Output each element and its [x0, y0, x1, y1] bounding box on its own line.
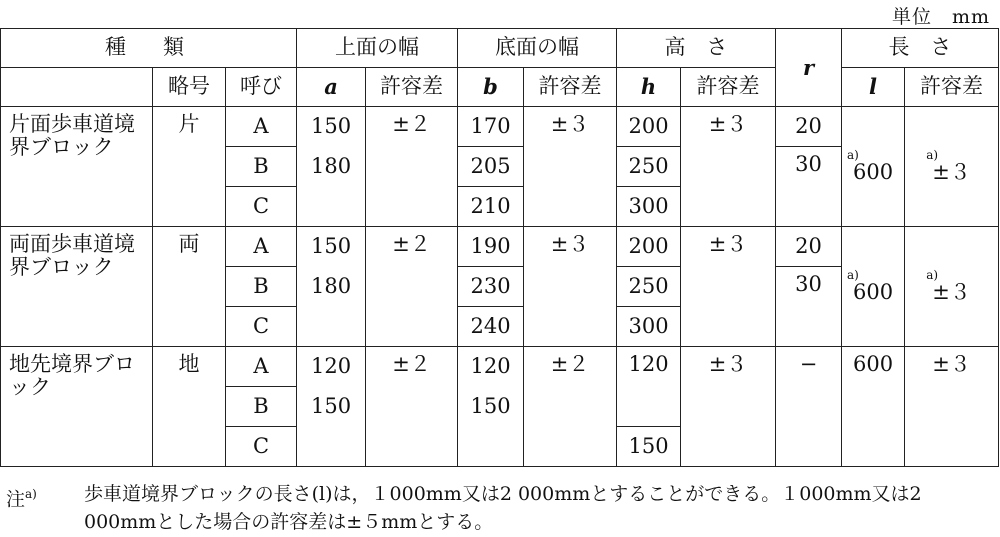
table-subheader-row [1, 68, 999, 107]
h-cell: 120 [617, 347, 681, 427]
designation-cell: B [226, 147, 297, 187]
h-cell: 250 [617, 147, 681, 187]
a-tol-cell: ±２ [366, 227, 458, 347]
l-tol-note-mark: a) [926, 267, 939, 282]
header-bottom-width: 底面の幅 [458, 29, 617, 68]
r-cell: − [776, 347, 842, 467]
a-tol-cell: ±２ [366, 347, 458, 467]
footnote-label-mark: a) [25, 487, 37, 501]
header-designation: 呼び [226, 68, 297, 107]
footnote-label [6, 480, 37, 513]
b-cell: 240 [458, 307, 524, 347]
header-abbr: 略号 [153, 68, 226, 107]
l-cell: 600 [842, 347, 905, 467]
l-tol-value: ±３ [932, 279, 971, 304]
r-cell: 30 [776, 147, 842, 227]
table-row [1, 227, 999, 267]
b-cell: 210 [458, 187, 524, 227]
b-cell [458, 427, 524, 467]
b-tol-cell: ±２ [524, 347, 617, 467]
a-cell [297, 307, 366, 347]
h-cell: 300 [617, 307, 681, 347]
b-cell: 230 [458, 267, 524, 307]
designation-cell: A [226, 227, 297, 267]
header-length: 長 さ [842, 29, 999, 68]
unit-label: 単位 mm [891, 6, 990, 28]
header-h: h [617, 68, 681, 107]
group-abbr: 片 [153, 107, 226, 227]
footnote-text: 歩車道境界ブロックの長さ(l)は，１000mm又は2 000mmとすることができる。１000mm又は2 000mmとした場合の許容差は±５mmとする。 [84, 483, 922, 533]
r-cell: 30 [776, 267, 842, 347]
dimension-table [0, 28, 999, 467]
designation-cell: A [226, 107, 297, 147]
l-note-mark: a) [846, 267, 859, 282]
l-tol-cell [905, 107, 999, 227]
l-tol-cell [905, 227, 999, 347]
b-tol-cell: ±３ [524, 107, 617, 227]
h-tol-cell: ±３ [681, 107, 776, 227]
b-cell: 205 [458, 147, 524, 187]
l-cell [842, 107, 905, 227]
b-cell: 120 [458, 347, 524, 387]
r-cell: 20 [776, 227, 842, 267]
l-note-mark: a) [846, 147, 859, 162]
a-cell: 150 [297, 387, 366, 427]
l-cell [842, 227, 905, 347]
b-cell: 170 [458, 107, 524, 147]
l-value: 600 [852, 279, 894, 304]
designation-cell: B [226, 387, 297, 427]
a-cell: 180 [297, 147, 366, 187]
l-tol-cell: ±３ [905, 347, 999, 467]
designation-cell: A [226, 347, 297, 387]
a-cell: 180 [297, 267, 366, 307]
h-cell: 200 [617, 227, 681, 267]
header-top-width: 上面の幅 [297, 29, 458, 68]
b-cell: 190 [458, 227, 524, 267]
h-tol-cell: ±３ [681, 347, 776, 467]
header-h-tol: 許容差 [681, 68, 776, 107]
h-cell: 200 [617, 107, 681, 147]
a-cell: 150 [297, 227, 366, 267]
table-row [1, 107, 999, 147]
designation-cell: C [226, 187, 297, 227]
b-cell: 150 [458, 387, 524, 427]
header-kind: 種 類 [1, 29, 297, 68]
header-kind-blank [1, 68, 153, 107]
group-abbr: 地 [153, 347, 226, 467]
table-header-row [1, 29, 999, 68]
header-b-tol: 許容差 [524, 68, 617, 107]
header-l: l [842, 68, 905, 107]
table-row [1, 347, 999, 387]
header-a-tol: 許容差 [366, 68, 458, 107]
designation-cell: C [226, 427, 297, 467]
l-tol-value: ±３ [932, 159, 971, 184]
h-tol-cell: ±３ [681, 227, 776, 347]
h-cell: 150 [617, 427, 681, 467]
b-tol-cell: ±３ [524, 227, 617, 347]
footnote-label-text: 注 [6, 488, 26, 511]
header-b: b [458, 68, 524, 107]
header-a: a [297, 68, 366, 107]
r-cell: 20 [776, 107, 842, 147]
group-abbr: 両 [153, 227, 226, 347]
a-cell: 150 [297, 107, 366, 147]
l-value: 600 [852, 159, 894, 184]
header-r: r [776, 29, 842, 107]
header-l-tol: 許容差 [905, 68, 999, 107]
h-cell: 300 [617, 187, 681, 227]
a-cell [297, 427, 366, 467]
h-cell: 250 [617, 267, 681, 307]
designation-cell: B [226, 267, 297, 307]
l-tol-note-mark: a) [926, 147, 939, 162]
footnote [6, 480, 996, 536]
a-cell [297, 187, 366, 227]
group-name: 地先境界ブロック [1, 347, 153, 467]
designation-cell: C [226, 307, 297, 347]
header-height: 高 さ [617, 29, 776, 68]
group-name: 両面歩車道境界ブロック [1, 227, 153, 347]
a-cell: 120 [297, 347, 366, 387]
group-name: 片面歩車道境界ブロック [1, 107, 153, 227]
a-tol-cell: ±２ [366, 107, 458, 227]
